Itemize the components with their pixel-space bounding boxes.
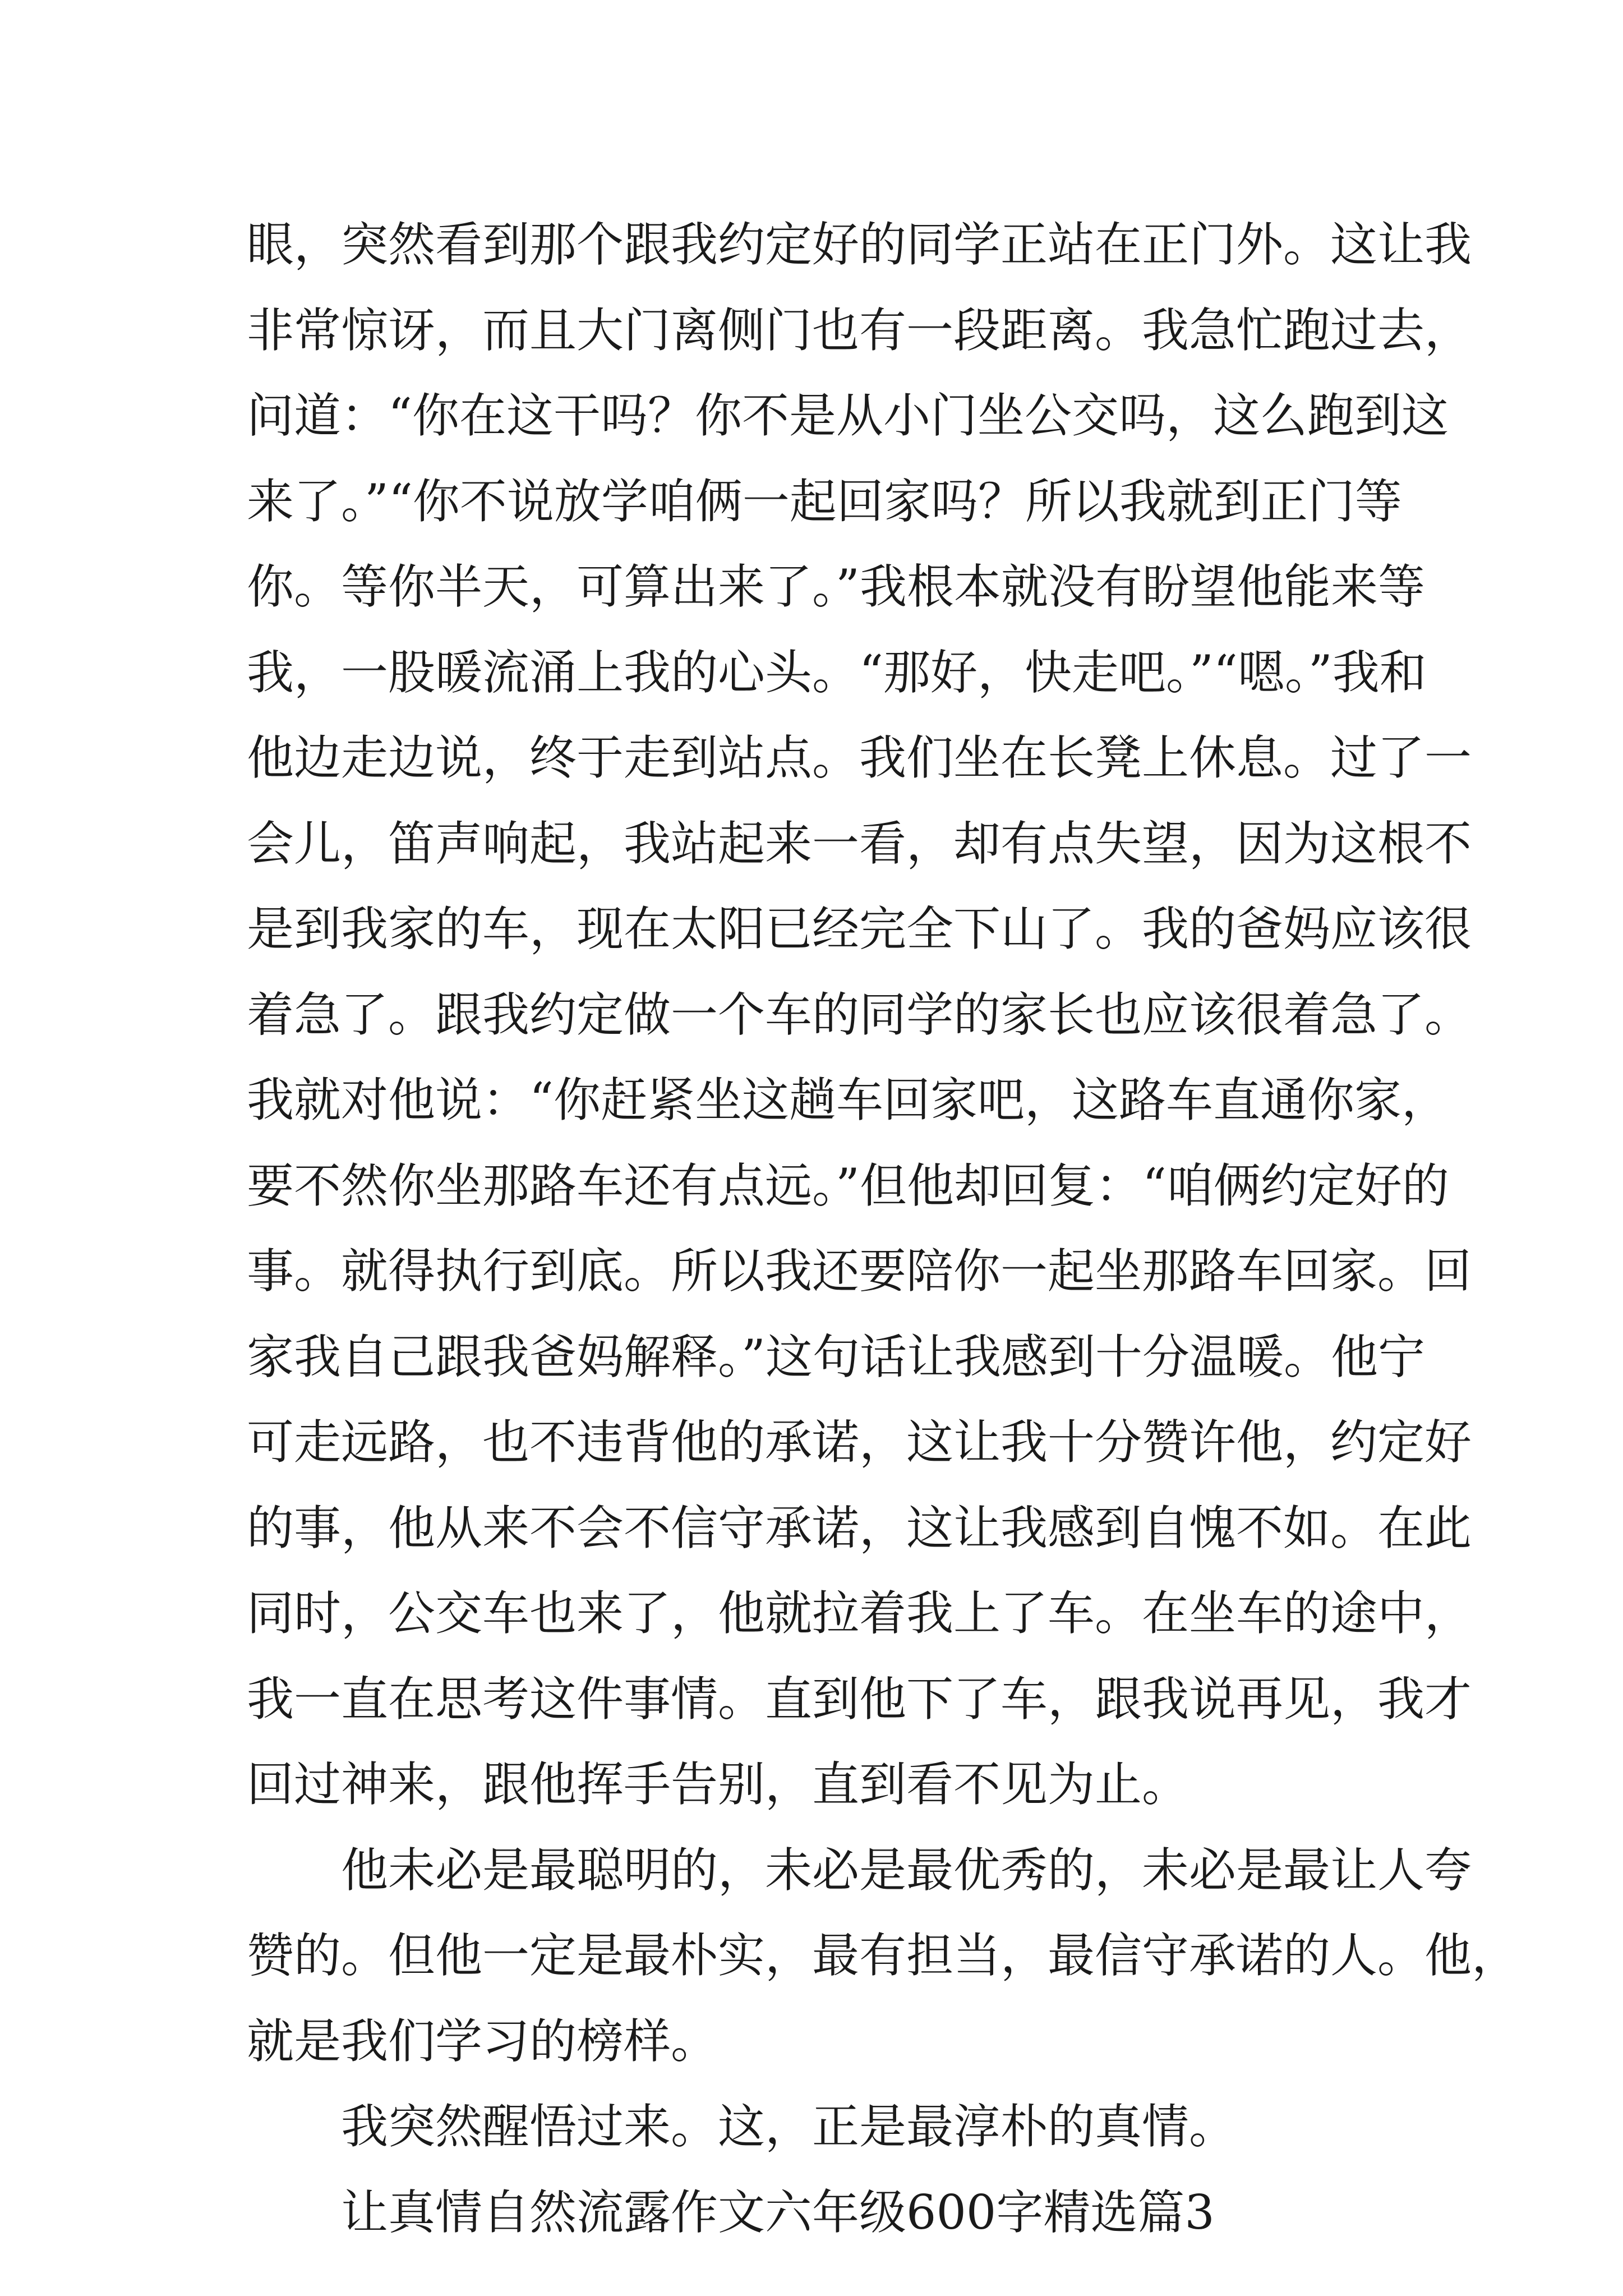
text-line: 同时，公交车也来了，他就拉着我上了车。在坐车的途中， [247,1586,1472,1641]
text-line: 家我自己跟我爸妈解释。”这句话让我感到十分温暖。他宁 [247,1329,1425,1384]
paragraph-start-line: 他未必是最聪明的，未必是最优秀的，未必是最让人夸 [341,1842,1472,1898]
text-line: 眼，突然看到那个跟我约定好的同学正站在正门外。这让我 [247,217,1472,272]
text-line: 我一直在思考这件事情。直到他下了车，跟我说再见，我才 [247,1671,1472,1727]
text-line: 就是我们学习的榜样。 [247,2013,718,2069]
text-line: 非常惊讶，而且大门离侧门也有一段距离。我急忙跑过去， [247,302,1472,358]
text-line: 事。就得执行到底。所以我还要陪你一起坐那路车回家。回 [247,1244,1472,1299]
section-heading: 让真情自然流露作文六年级600字精选篇3 [341,2184,1215,2240]
text-line: 我就对他说：“你赶紧坐这趟车回家吧，这路车直通你家， [247,1073,1449,1128]
text-line: 问道：“你在这干吗？你不是从小门坐公交吗，这么跑到这 [247,388,1449,443]
text-line: 会儿，笛声响起，我站起来一看，却有点失望，因为这根不 [247,816,1472,871]
text-line: 的事，他从来不会不信守承诺，这让我感到自愧不如。在此 [247,1500,1472,1556]
text-line: 他边走边说，终于走到站点。我们坐在长凳上休息。过了一 [247,730,1472,785]
text-line: 回过神来，跟他挥手告别，直到看不见为止。 [247,1757,1189,1812]
text-line: 可走远路，也不违背他的承诺，这让我十分赞许他，约定好 [247,1415,1472,1470]
document-body [247,202,1519,2255]
text-line: 着急了。跟我约定做一个车的同学的家长也应该很着急了。 [247,987,1472,1042]
text-line: 赞的。但他一定是最朴实，最有担当，最信守承诺的人。他， [247,1928,1519,1983]
text-line: 要不然你坐那路车还有点远。”但他却回复：“咱俩约定好的 [247,1158,1449,1213]
text-line: 来了。”“你不说放学咱俩一起回家吗？所以我就到正门等 [247,473,1402,529]
text-line: 是到我家的车，现在太阳已经完全下山了。我的爸妈应该很 [247,901,1472,956]
text-line: 你。等你半天，可算出来了。”我根本就没有盼望他能来等 [247,559,1425,614]
paragraph-start-line: 我突然醒悟过来。这，正是最淳朴的真情。 [341,2099,1237,2154]
text-line: 我，一股暖流涌上我的心头。“那好，快走吧。”“嗯。”我和 [247,645,1427,700]
